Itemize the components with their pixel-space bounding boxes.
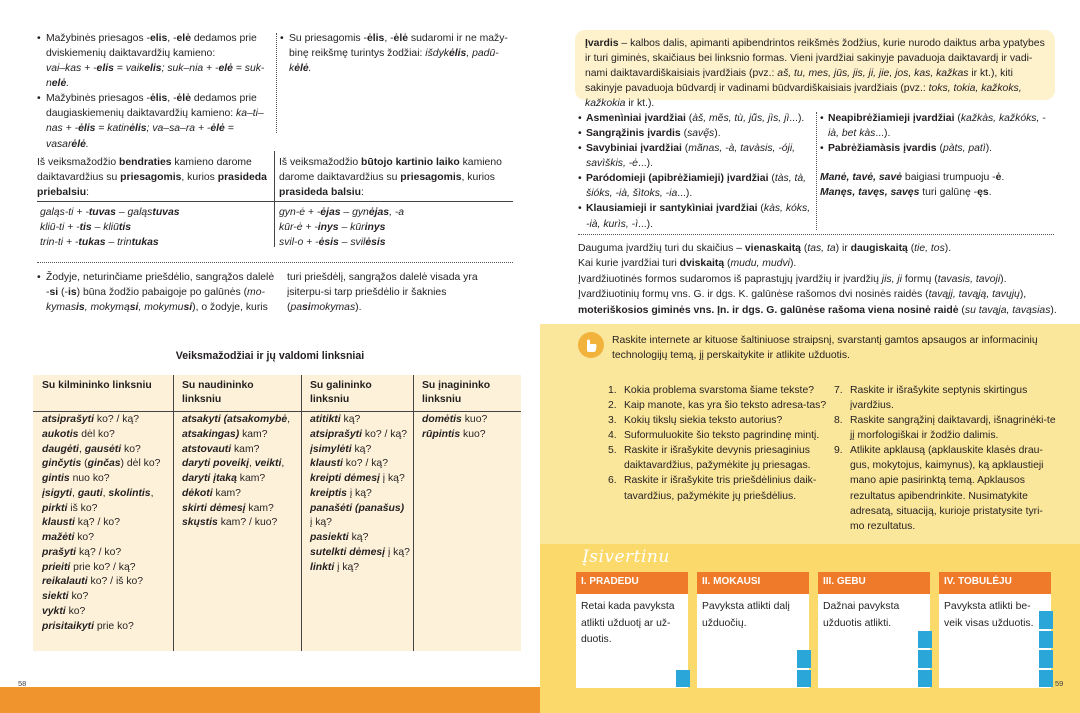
assessment-card-2[interactable] [697, 572, 809, 688]
section-divider [578, 234, 1054, 235]
list-line: įsigyti, gauti, skolintis, [42, 487, 154, 499]
derivation-left-examples: galąs-ti + -tuvas – galąstuvas kliū-ti + -tis – kliūtis trin-ti + -tukas – trintukas [40, 207, 180, 249]
level-bar-segment [1039, 611, 1053, 629]
task-list-col2 [834, 383, 1056, 534]
task-list-col1 [608, 383, 828, 504]
task-item: 7. Raskite ir išrašykite septynis skirtingus įvardžius. [834, 385, 1028, 412]
card-text: Pavyksta atlikti dalį užduočių. [702, 601, 790, 629]
list-line: atitikti ką? [310, 414, 361, 425]
table-body [33, 411, 173, 634]
column-divider [276, 33, 277, 133]
task-item: 5. Raskite ir išrašykite devynis priesaginius daiktavardžius, pažymėkite jų priesagas. [608, 445, 811, 472]
list-line: įsimylėti ką? [310, 443, 372, 455]
pronoun-types-col2 [820, 111, 1056, 200]
level-bar-segment [918, 670, 932, 688]
self-assessment-title: Įsivertinu [582, 547, 670, 567]
derivation-right-head: Iš veiksmažodžio būtojo kartinio laiko kamieno darome daiktavardžius su priesagomis, kurios prasideda balsiu: [279, 157, 502, 199]
derivation-rule [37, 201, 513, 202]
rule-item: • Mažybinės priesagos -elis, -elė dedamos prie dviskiemenių daiktavardžių kamieno: vai–kas + -elis = vaikelis; suk–nia + -elė = suk-nelė. [37, 31, 273, 91]
section-divider [37, 262, 513, 263]
list-line: į ką? [310, 517, 332, 529]
level-bar-segment [1039, 631, 1053, 649]
pronoun-note: Manė, tavė, savė baigiasi trumpuoju -ė. Manęs, tavęs, savęs turi galūnę -ęs. [820, 172, 1005, 199]
suffix-rules-col1 [37, 31, 273, 152]
rule-item: • Su priesagomis -ėlis, -ėlė sudaromi ir ne mažy-binę reikšmę turintys žodžiai: išdykėlis, padū-kėlė. [280, 31, 512, 76]
level-bar-segment [918, 650, 932, 668]
level-bar-segment [918, 631, 932, 649]
rule-item: • Žodyje, neturinčiame priešdėlio, sangrąžos dalelė -si (-is) būna žodžio pabaigoje po galūnės (mo-kymasis, mokymąsi, mokymusi), o žodyje, kuris [37, 270, 277, 315]
assessment-card-1[interactable] [576, 572, 688, 688]
pronoun-type-item: • Savybiniai įvardžiai (mãnas, -à, tavàsis, -óji, savìškis, -ė...). [578, 141, 814, 171]
card-heading: IV. TOBULĖJU [939, 572, 1051, 594]
column-divider [816, 112, 817, 230]
page-number-left: 58 [18, 679, 27, 688]
list-line: skųstis kam? / kuo? [182, 517, 278, 529]
list-line: mažėti ko? [42, 532, 94, 544]
list-line: reikalauti ko? / iš ko? [42, 576, 144, 588]
table-body [301, 411, 413, 575]
task-item: 4. Suformuluokite šio teksto pagrindinę mintį. [608, 430, 820, 442]
list-line: Dauguma įvardžių turi du skaičius – vienaskaitą (tas, ta) ir daugiskaitą (tie, tos). [578, 243, 952, 254]
list-line: Įvardžiuotinių formų vns. G. ir dgs. K. galūnėse rašomos dvi nosinės raidės (tavąjį, tavąją, tavųjų), [578, 289, 1027, 301]
task-item: 3. Kokių tikslų siekia teksto autorius? [608, 415, 783, 427]
derivation-left-head: Iš veiksmažodžio bendraties kamieno darome daiktavardžius su priesagomis, kurios prasideda priebalsiu: [37, 157, 267, 199]
list-line: rūpintis kuo? [422, 428, 486, 440]
table-header: Su kilmininko linksniu [42, 380, 152, 391]
list-line: atstovauti kam? [182, 443, 260, 455]
list-line: moteriškosios giminės vns. Įn. ir dgs. G. galūnėse rašoma viena nosinė raidė (su tavąja, tavąsias). [578, 304, 1057, 316]
assessment-card-3[interactable] [818, 572, 930, 688]
table-col-accusative [301, 375, 413, 651]
left-bottom-bar [0, 687, 540, 713]
table-body [173, 411, 301, 531]
assessment-card-4[interactable] [939, 572, 1051, 688]
list-line: prašyti ką? / ko? [42, 546, 122, 558]
task-item: 1. Kokia problema svarstoma šiame tekste? [608, 385, 814, 396]
list-line: daryti poveikį, veikti, [182, 458, 285, 470]
card-text: Retai kada pavyksta atlikti užduotį ar už-duotis. [581, 601, 675, 646]
task-item: 6. Raskite ir išrašykite tris priešdėlinius daik-tavardžius, pažymėkite jų priešdėlius. [608, 475, 817, 502]
list-line: vykti ko? [42, 605, 86, 617]
list-line: aukotis dėl ko? [42, 428, 115, 440]
card-text: Dažnai pavyksta užduotis atlikti. [823, 601, 900, 629]
pronoun-type-item: • Neapibrėžiamieji įvardžiai (kažkàs, kažkóks, -ià, bet kàs...). [820, 111, 1056, 141]
pronoun-type-item: • Asmenìniai įvardžiai (àš, mẽs, tù, jū̃s, jìs, jì...). [578, 111, 814, 126]
list-line: klausti ką? / ko? [42, 517, 120, 529]
level-bar-segment [1039, 650, 1053, 668]
level-bar-segment [676, 670, 690, 688]
task-intro: Raskite internete ar kituose šaltiniuose straipsnį, svarstantį gamtos apsaugos ar informacinių technologijų temą, jį perskaitykite ir atlikite užduotis. [612, 335, 1038, 362]
list-line: atsiprašyti ko? / ką? [310, 428, 408, 440]
list-line: kreiptis į ką? [310, 487, 372, 499]
table-col-instrumental [413, 375, 521, 651]
verb-case-table [33, 375, 521, 651]
list-line: panašėti (panašus) [310, 502, 405, 514]
list-line: daryti įtaką kam? [182, 473, 266, 485]
pronoun-type-item: • Sangrąžinis įvardis (savę̃s). [578, 126, 814, 141]
list-line: skirti dėmesį kam? [182, 502, 274, 514]
task-item: 2. Kaip manote, kas yra šio teksto adresa-tas? [608, 400, 827, 412]
list-line: kreipti dėmesį į ką? [310, 473, 405, 485]
card-heading: I. PRADEDU [576, 572, 688, 594]
list-line: pasiekti ką? [310, 532, 369, 544]
list-line: ginčytis (ginčas) dėl ko? [42, 458, 161, 470]
list-line: Įvardžiuotinės formos sudaromos iš paprastųjų įvardžių ir įvardžių jis, ji formų (tavasis, tavoji). [578, 273, 1007, 285]
list-line: domėtis kuo? [422, 414, 488, 425]
list-line: prisitaikyti prie ko? [42, 620, 134, 632]
task-item: 8. Raskite sangrąžinį daiktavardį, išnagrinėki-te jį morfologiškai ir žodžio dalimis. [834, 415, 1056, 442]
reflexive-rule-col2: turi priešdėlį, sangrąžos dalelė visada yra įsiterpu-si tarp priešdėlio ir šaknies (pasimokymas). [287, 272, 478, 314]
derivation-right-examples: gyn-ė + -ėjas – gynėjas, -a kūr-ė + -inys – kūrinys svil-o + -ėsis – svilėsis [279, 207, 405, 249]
pronoun-type-item: • Pabrėžiamàsis įvardis (pàts, patì). [820, 141, 1056, 156]
pronoun-info [578, 241, 1058, 318]
level-bar-segment [1039, 670, 1053, 688]
card-heading: II. MOKAUSI [697, 572, 809, 594]
pronoun-type-item: • Paródomieji (apibrėžiamieji) įvardžiai (tàs, tà, šióks, -ià, šìtoks, -ia...). [578, 171, 814, 201]
list-line: siekti ko? [42, 591, 89, 603]
rule-item: • Mažybinės priesagos -ėlis, -ėlė dedamos prie daugiaskiemenių daiktavardžių kamieno: ka–ti–nas + -ėlis = katinėlis; va–sa–ra + -ėlė = vasarėlė. [37, 91, 273, 151]
list-line: atsakingas) kam? [182, 428, 268, 440]
list-line: dėkoti kam? [182, 487, 241, 499]
list-line: prieiti prie ko? / ką? [42, 561, 136, 573]
list-line: atsakyti (atsakomybė, [182, 414, 291, 425]
list-line: linkti į ką? [310, 561, 360, 573]
table-header: Su įnagininko linksniu [422, 380, 491, 406]
page-number-right: 59 [1055, 679, 1064, 688]
table-col-genitive [33, 375, 173, 651]
card-heading: III. GEBU [818, 572, 930, 594]
pronoun-type-item: • Klausiamieji ir santykìniai įvardžiai (kàs, kóks, -ià, kurìs, -ì...). [578, 201, 814, 231]
table-title: Veiksmažodžiai ir jų valdomi linksniai [175, 350, 365, 362]
table-header: Su naudininko linksniu [182, 380, 254, 406]
table-col-dative [173, 375, 301, 651]
table-header: Su galininko linksniu [310, 380, 372, 406]
list-line: sutelkti dėmesį į ką? [310, 546, 410, 558]
list-line: daugėti, gausėti ko? [42, 443, 141, 455]
list-line: klausti ko? / ką? [310, 458, 388, 470]
level-bar-segment [797, 670, 811, 688]
list-line: atsiprašyti ko? / ką? [42, 414, 140, 425]
list-line: pirkti iš ko? [42, 502, 98, 514]
list-line: gintis nuo ko? [42, 473, 110, 485]
pointer-hand-icon [578, 332, 604, 358]
level-bar-segment [797, 650, 811, 668]
card-text: Pavyksta atlikti be-veik visas užduotis. [944, 601, 1034, 629]
pronoun-types-col1 [578, 111, 814, 232]
task-item: 9. Atlikite apklausą (apklauskite klasės drau-gus, mokytojus, kaimynus), ką apklaustieji mano apie pasirinktą temą. Apklausos rezultatus apibendrinkite. Nusimatykite adresatą, situaciją, kurioje pristatysite tyri-mo rezultatus. [834, 445, 1044, 532]
list-line: Kai kurie įvardžiai turi dviskaitą (mudu, mudvi). [578, 258, 797, 270]
reflexive-rule-col1 [37, 270, 277, 315]
table-body [413, 411, 521, 443]
pronoun-definition-box: Įvardis – kalbos dalis, apimanti apibendrintos reikšmės žodžius, kurie nurodo daiktus arba ypatybes ir turi giminės, skaičiaus bei linksnio formas. Vieni įvardžiai sakinyje pavaduoja daiktavardį ir vadi-nami daiktavardiškaisiais įvardžiais (pvz.: aš, tu, mes, jūs, jis, ji, jie, jos, kas, kažkas ir kt.), kiti sakinyje pavaduoja būdvardį ir vadinami būdvardiškaisiais įvardžiais (pvz.: toks, tokia, kažkoks, kažkokia ir kt.). [575, 30, 1055, 100]
suffix-rules-col2 [280, 31, 512, 76]
